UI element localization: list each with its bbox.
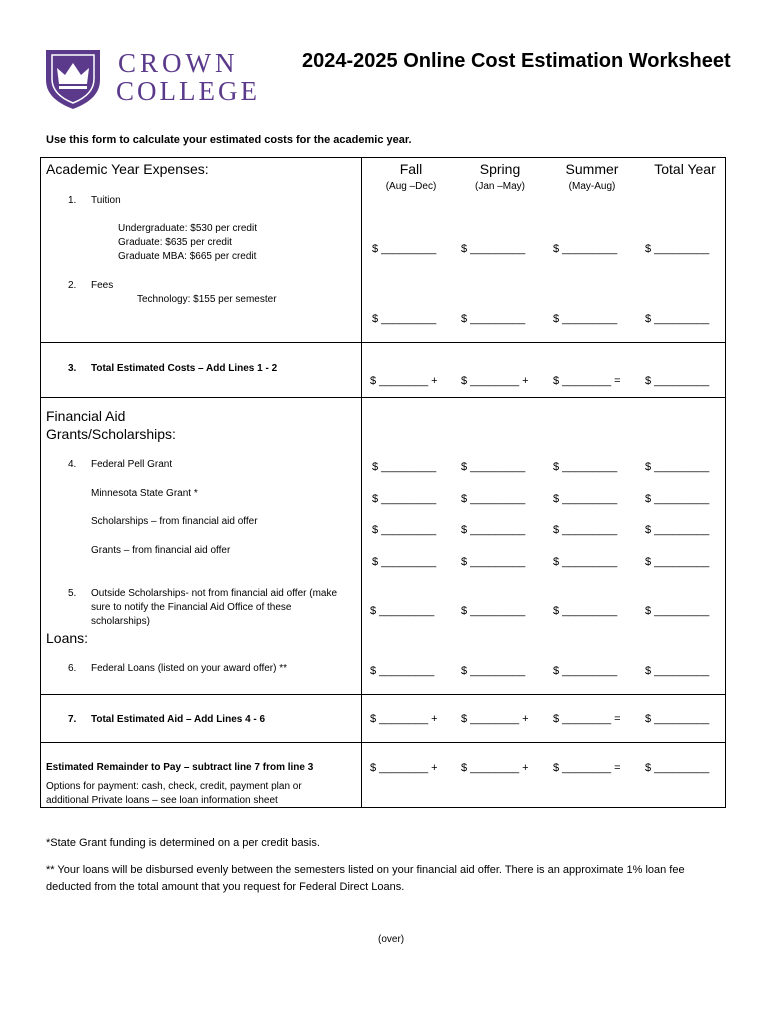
line-number: 6. <box>68 663 77 674</box>
fall-pell-blank[interactable]: $ _________ <box>372 461 437 473</box>
summer-loans-blank[interactable]: $ _________ <box>553 665 618 677</box>
total-year-costs-blank[interactable]: $ _________ <box>645 375 710 387</box>
row-divider <box>40 742 726 743</box>
column-divider <box>361 157 362 808</box>
grants-heading: Grants/Scholarships: <box>46 426 176 442</box>
total-tuition-blank[interactable]: $ _________ <box>645 243 710 255</box>
outside-scholarships-label: sure to notify the Financial Aid Office of these <box>91 602 292 613</box>
total-fees-blank[interactable]: $ _________ <box>645 313 710 325</box>
summer-remainder-blank[interactable]: $ ________ = <box>553 762 621 774</box>
spring-total-costs-blank[interactable]: $ ________ + <box>461 375 529 387</box>
expenses-heading: Academic Year Expenses: <box>46 161 209 177</box>
col-header-spring: Spring <box>479 161 521 177</box>
row-divider <box>40 397 726 398</box>
fee-detail: Technology: $155 per semester <box>137 294 277 305</box>
line-number: 4. <box>68 459 77 470</box>
mn-state-grant-label: Minnesota State Grant * <box>91 488 198 499</box>
fall-total-aid-blank[interactable]: $ ________ + <box>370 713 438 725</box>
line-number: 7. <box>68 714 77 725</box>
tuition-label: Tuition <box>91 195 121 206</box>
remainder-label: Estimated Remainder to Pay – subtract line 7 from line 3 <box>46 762 314 773</box>
col-sub-fall: (Aug –Dec) <box>385 181 437 192</box>
fall-loans-blank[interactable]: $ _________ <box>370 665 435 677</box>
line-number: 3. <box>68 363 77 374</box>
intro-text: Use this form to calculate your estimated costs for the academic year. <box>46 134 412 146</box>
fall-tuition-blank[interactable]: $ _________ <box>372 243 437 255</box>
total-loans-blank[interactable]: $ _________ <box>645 665 710 677</box>
state-grant-footnote: *State Grant funding is determined on a per credit basis. <box>46 837 320 849</box>
col-header-fall: Fall <box>399 161 423 177</box>
fall-remainder-blank[interactable]: $ ________ + <box>370 762 438 774</box>
summer-grants-blank[interactable]: $ _________ <box>553 556 618 568</box>
col-sub-spring: (Jan –May) <box>474 181 525 192</box>
scholarships-label: Scholarships – from financial aid offer <box>91 516 258 527</box>
spring-remainder-blank[interactable]: $ ________ + <box>461 762 529 774</box>
summer-total-aid-blank[interactable]: $ ________ = <box>553 713 621 725</box>
spring-mn-grant-blank[interactable]: $ _________ <box>461 493 526 505</box>
summer-fees-blank[interactable]: $ _________ <box>553 313 618 325</box>
outside-scholarships-label: Outside Scholarships- not from financial aid offer (make <box>91 588 338 599</box>
fall-outside-scholarships-blank[interactable]: $ _________ <box>370 605 435 617</box>
fall-grants-blank[interactable]: $ _________ <box>372 556 437 568</box>
grants-label: Grants – from financial aid offer <box>91 545 231 556</box>
total-aid-label: Total Estimated Aid – Add Lines 4 - 6 <box>91 714 266 725</box>
spring-outside-scholarships-blank[interactable]: $ _________ <box>461 605 526 617</box>
brand-name-line1: CROWN <box>118 48 239 78</box>
total-mn-grant-blank[interactable]: $ _________ <box>645 493 710 505</box>
total-scholarships-blank[interactable]: $ _________ <box>645 524 710 536</box>
federal-loans-label: Federal Loans (listed on your award offer) ** <box>91 663 288 674</box>
spring-total-aid-blank[interactable]: $ ________ + <box>461 713 529 725</box>
tuition-rate: Graduate: $635 per credit <box>118 237 232 248</box>
summer-total-costs-blank[interactable]: $ ________ = <box>553 375 621 387</box>
line-number: 5. <box>68 588 77 599</box>
pell-grant-label: Federal Pell Grant <box>91 459 173 470</box>
total-year-aid-blank[interactable]: $ _________ <box>645 713 710 725</box>
total-costs-label: Total Estimated Costs – Add Lines 1 - 2 <box>91 363 278 374</box>
outside-scholarships-label: scholarships) <box>91 616 150 627</box>
summer-tuition-blank[interactable]: $ _________ <box>553 243 618 255</box>
fall-mn-grant-blank[interactable]: $ _________ <box>372 493 437 505</box>
col-header-total: Total Year <box>654 161 716 177</box>
loans-heading: Loans: <box>46 630 89 646</box>
fall-scholarships-blank[interactable]: $ _________ <box>372 524 437 536</box>
line-number: 1. <box>68 195 77 206</box>
total-grants-blank[interactable]: $ _________ <box>645 556 710 568</box>
summer-mn-grant-blank[interactable]: $ _________ <box>553 493 618 505</box>
page-title: 2024-2025 Online Cost Estimation Worksheet <box>302 50 731 72</box>
financial-aid-heading: Financial Aid <box>46 408 126 424</box>
col-header-summer: Summer <box>565 161 619 177</box>
spring-scholarships-blank[interactable]: $ _________ <box>461 524 526 536</box>
tuition-rate: Graduate MBA: $665 per credit <box>118 251 257 262</box>
fall-total-costs-blank[interactable]: $ ________ + <box>370 375 438 387</box>
fees-label: Fees <box>91 280 114 291</box>
loans-footnote-line1: ** Your loans will be disbursed evenly between the semesters listed on your financial aid offer. There is an approximate 1% loan fee <box>46 864 685 876</box>
col-sub-summer: (May-Aug) <box>568 181 616 192</box>
crown-college-logo <box>44 46 102 110</box>
summer-scholarships-blank[interactable]: $ _________ <box>553 524 618 536</box>
spring-grants-blank[interactable]: $ _________ <box>461 556 526 568</box>
summer-pell-blank[interactable]: $ _________ <box>553 461 618 473</box>
row-divider <box>40 694 726 695</box>
payment-options: Options for payment: cash, check, credit, payment plan or <box>46 781 302 792</box>
spring-tuition-blank[interactable]: $ _________ <box>461 243 526 255</box>
total-outside-scholarships-blank[interactable]: $ _________ <box>645 605 710 617</box>
loans-footnote-line2: deducted from the total amount that you request for Federal Direct Loans. <box>46 881 405 893</box>
total-year-remainder-blank[interactable]: $ _________ <box>645 762 710 774</box>
fall-fees-blank[interactable]: $ _________ <box>372 313 437 325</box>
row-divider <box>40 342 726 343</box>
line-number: 2. <box>68 280 77 291</box>
over-note: (over) <box>378 934 405 945</box>
spring-fees-blank[interactable]: $ _________ <box>461 313 526 325</box>
spring-loans-blank[interactable]: $ _________ <box>461 665 526 677</box>
summer-outside-scholarships-blank[interactable]: $ _________ <box>553 605 618 617</box>
spring-pell-blank[interactable]: $ _________ <box>461 461 526 473</box>
tuition-rate: Undergraduate: $530 per credit <box>118 223 257 234</box>
brand-name-line2: COLLEGE <box>116 76 260 106</box>
payment-options: additional Private loans – see loan information sheet <box>46 795 278 806</box>
total-pell-blank[interactable]: $ _________ <box>645 461 710 473</box>
